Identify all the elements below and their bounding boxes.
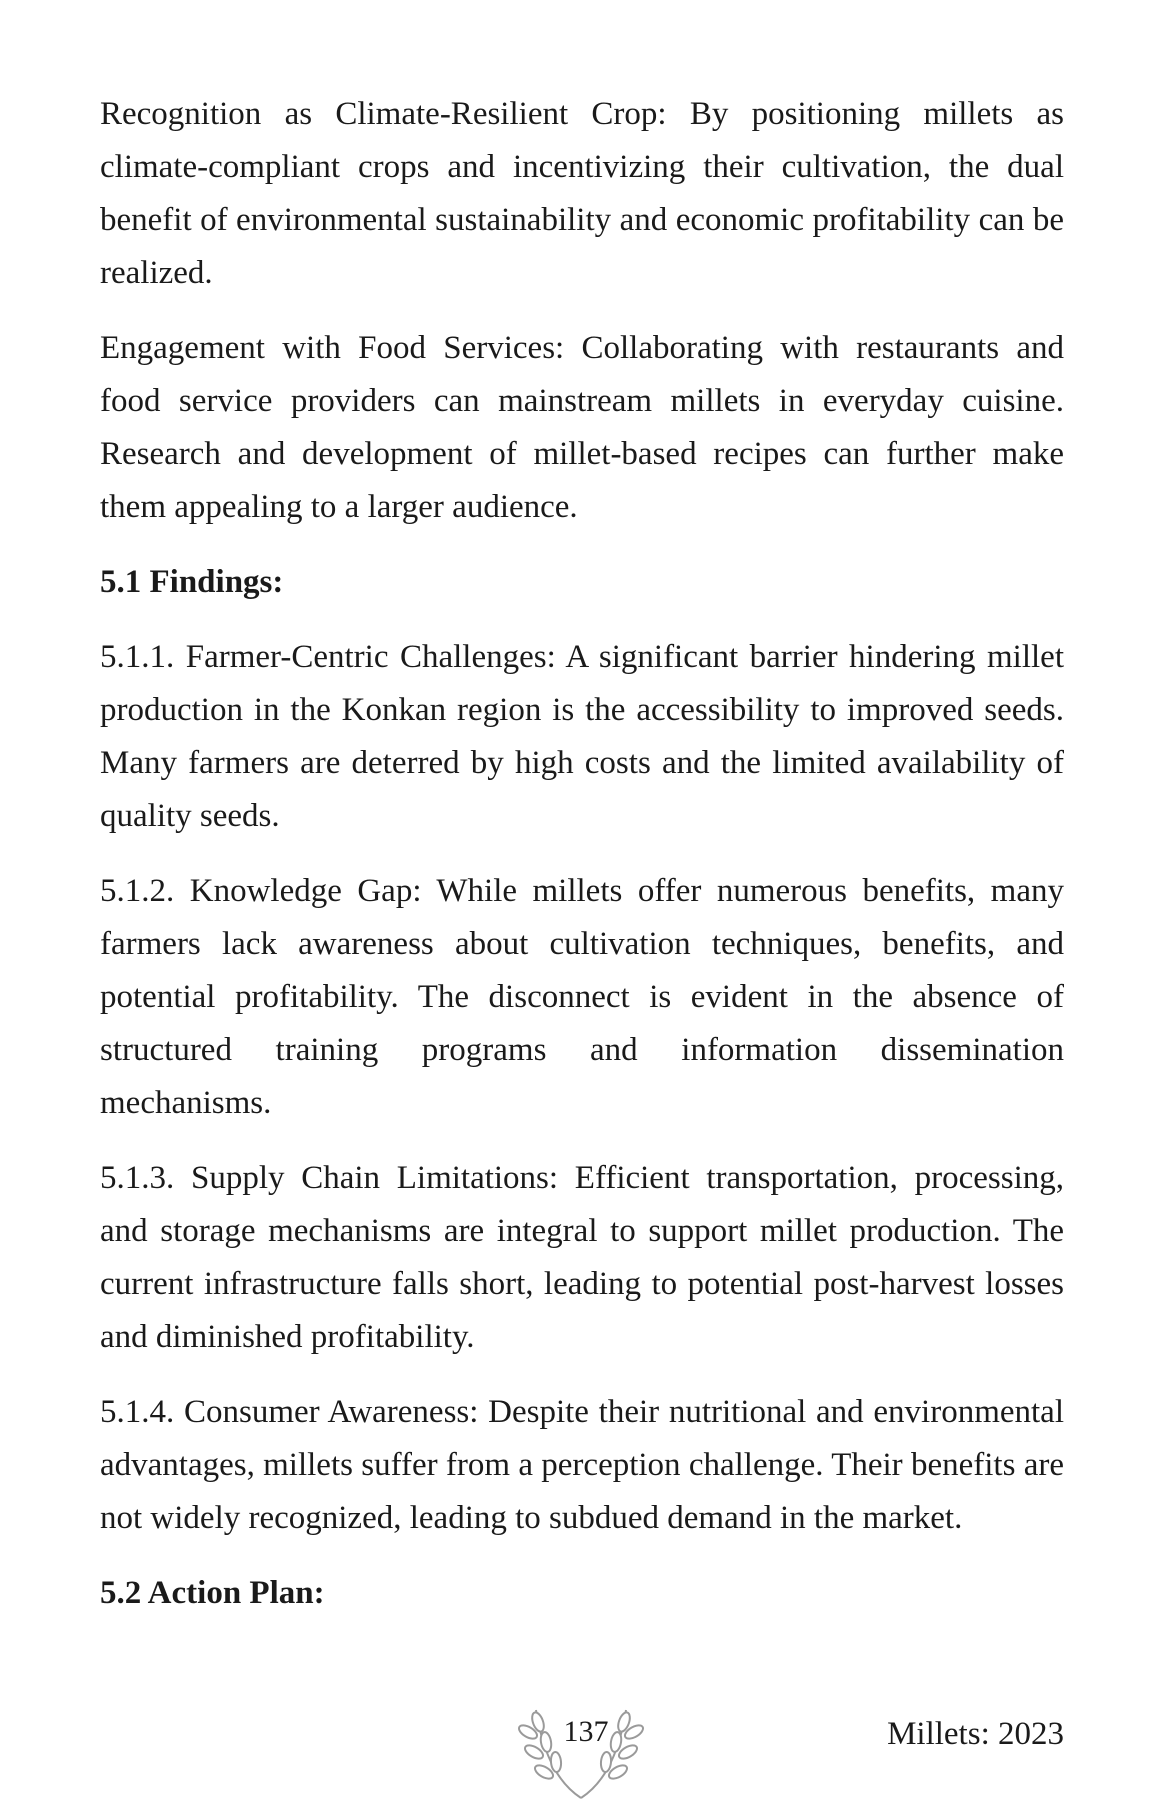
paragraph-food-services: Engagement with Food Services: Collaborating with restaurants and food service providers can mainstream millets in everyday cuisine. Research and development of millet-based recipes can further make them appealing to a larger audience. [100, 330, 1064, 525]
page-number: 137 [563, 1715, 609, 1748]
paragraph-farmer-centric: 5.1.1. Farmer-Centric Challenges: A significant barrier hindering millet production in the Konkan region is the accessibility to improved seeds. Many farmers are deterred by high costs and the limited availability of quality seeds. [100, 639, 1064, 834]
paragraph-consumer-awareness: 5.1.4. Consumer Awareness: Despite their nutritional and environmental advantages, millets suffer from a perception challenge. Their benefits are not widely recognized, leading to subdued demand in the market. [100, 1394, 1064, 1536]
page-footer [0, 1700, 1164, 1800]
section-heading-findings: 5.1 Findings: [100, 564, 284, 600]
page-body [100, 88, 1064, 1642]
paragraph-knowledge-gap: 5.1.2. Knowledge Gap: While millets offer numerous benefits, many farmers lack awareness about cultivation techniques, benefits, and potential profitability. The disconnect is evident in the absence of structured training programs and information dissemination mechanisms. [100, 873, 1064, 1121]
running-title: Millets: 2023 [887, 1716, 1064, 1752]
section-heading-action-plan: 5.2 Action Plan: [100, 1575, 325, 1611]
paragraph-climate-resilient: Recognition as Climate-Resilient Crop: By positioning millets as climate-compliant crops and incentivizing their cultivation, the dual benefit of environmental sustainability and economic profitability can be realized. [100, 96, 1064, 291]
paragraph-supply-chain: 5.1.3. Supply Chain Limitations: Efficient transportation, processing, and storage mechanisms are integral to support millet production. The current infrastructure falls short, leading to potential post-harvest losses and diminished profitability. [100, 1160, 1064, 1355]
